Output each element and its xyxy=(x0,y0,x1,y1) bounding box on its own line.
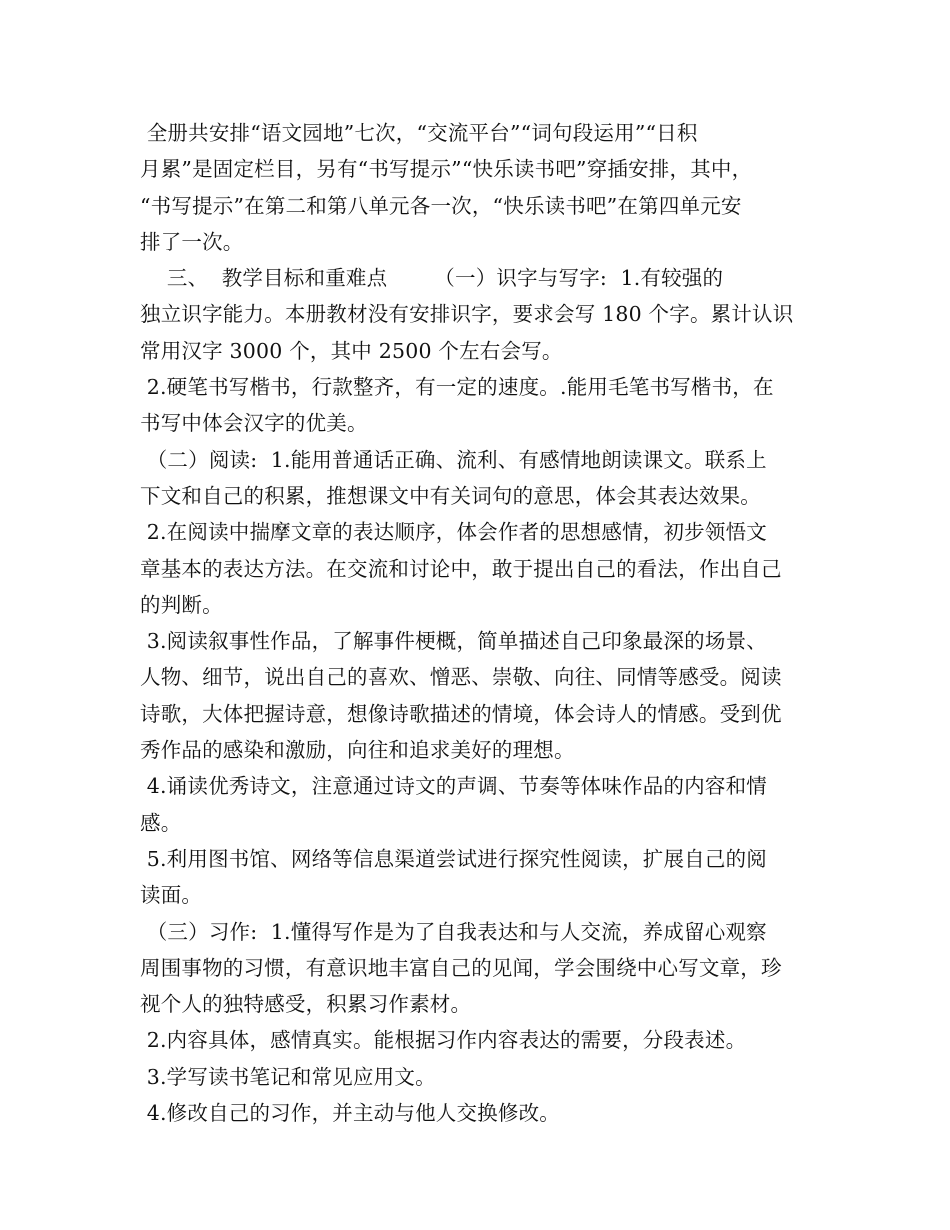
text-line: 排了一次。 xyxy=(140,229,244,254)
text-line: 诗歌，大体把握诗意，想像诗歌描述的情境，体会诗人的情感。受到优 xyxy=(140,701,782,726)
text-line: 书写中体会汉字的优美。 xyxy=(140,411,368,436)
text-line: 的判断。 xyxy=(140,592,223,617)
text-line: 月累”是固定栏目，另有“书写提示”“快乐读书吧”穿插安排，其中， xyxy=(140,157,753,182)
text-line: 下文和自己的积累，推想课文中有关词句的意思，体会其表达效果。 xyxy=(140,483,761,508)
text-line: 读面。 xyxy=(140,883,203,908)
text-line: 3.学写读书笔记和常见应用文。 xyxy=(140,1064,436,1089)
text-line: 人物、细节，说出自己的喜欢、憎恶、崇敬、向往、同情等感受。阅读 xyxy=(140,665,782,690)
text-line: 感。 xyxy=(140,810,182,835)
text-line: 4.修改自己的习作，并主动与他人交换修改。 xyxy=(140,1101,560,1126)
subsection-line: （二）阅读: 1.能用普通话正确、流利、有感情地朗读课文。联系上 xyxy=(140,447,767,472)
text-line: 5.利用图书馆、网络等信息渠道尝试进行探究性阅读，扩展自己的阅 xyxy=(140,846,767,871)
text-line: 周围事物的习惯，有意识地丰富自己的见闻，学会围绕中心写文章，珍 xyxy=(140,955,782,980)
text-line: 秀作品的感染和激励，向往和追求美好的理想。 xyxy=(140,738,575,763)
text-line: 全册共安排“语文园地”七次，“交流平台”“词句段运用”“日积 xyxy=(140,121,698,145)
text-line: 常用汉字 3000 个，其中 2500 个左右会写。 xyxy=(140,338,563,363)
subsection-line: （三）习作: 1.懂得写作是为了自我表达和与人交流，养成留心观察 xyxy=(140,919,767,944)
text-line: 4.诵读优秀诗文，注意通过诗文的声调、节奏等体味作品的内容和情 xyxy=(140,774,767,799)
document-body xyxy=(140,115,820,1131)
text-line: 2.硬笔书写楷书，行款整齐，有一定的速度。.能用毛笔书写楷书，在 xyxy=(140,375,774,400)
text-line: 2.在阅读中揣摩文章的表达顺序，体会作者的思想感情，初步领悟文 xyxy=(140,520,767,545)
text-line: “书写提示”在第二和第八单元各一次，“快乐读书吧”在第四单元安 xyxy=(140,193,742,218)
text-line: 章基本的表达方法。在交流和讨论中，敢于提出自己的看法，作出自己 xyxy=(140,556,782,581)
text-line: 2.内容具体，感情真实。能根据习作内容表达的需要，分段表述。 xyxy=(140,1028,747,1053)
text-line: 独立识字能力。本册教材没有安排识字，要求会写 180 个字。累计认识 xyxy=(140,302,794,327)
text-line: 视个人的独特感受，积累习作素材。 xyxy=(140,992,472,1017)
text-line: 3.阅读叙事性作品，了解事件梗概，简单描述自己印象最深的场景、 xyxy=(140,629,767,654)
section-heading-line: 三、 教学目标和重难点 （一）识字与写字: 1.有较强的 xyxy=(140,266,724,291)
